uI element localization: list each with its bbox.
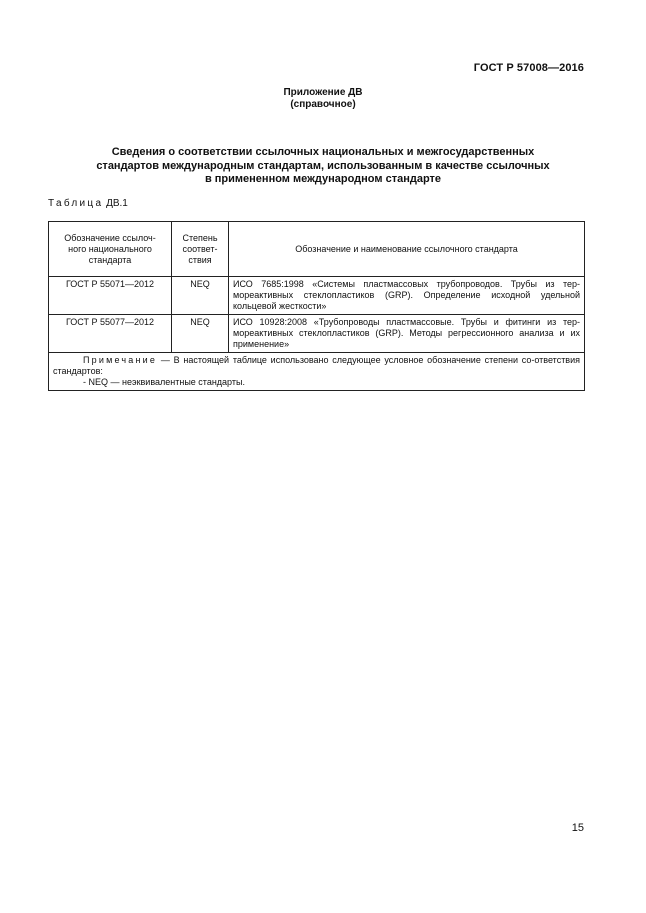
table-row [49,315,585,353]
header-gost-line: стандарта [88,254,132,265]
table-header-row [49,222,585,277]
annex-heading [0,87,646,111]
note-item: - NEQ — неэквивалентные стандарты. [83,377,245,387]
section-title-line: в примененном международном стандарте [204,173,442,185]
annex-title: Приложение ДВ [283,87,363,98]
note-label: Примечание [83,355,158,365]
note-body: — В настоящей таблице использовано следующее условное обозначение степени со-ответствия стандартов: [53,355,580,376]
header-standard: Обозначение и наименование ссылочного стандарта [229,222,585,277]
reference-standards-table [48,221,585,391]
cell-degree: NEQ [172,315,229,353]
header-degree-line: соответ- [182,243,218,254]
table-label-prefix: Таблица [48,198,104,209]
annex-subtitle: (справочное) [290,99,356,110]
header-gost-line: Обозначение ссылоч- [64,232,156,243]
cell-degree: NEQ [172,277,229,315]
table-label [48,198,128,209]
section-title-line: Сведения о соответствии ссылочных национальных и межгосударственных [111,146,535,158]
note-text [53,355,580,377]
header-gost [49,222,172,277]
table-row [49,277,585,315]
header-degree-line: ствия [188,254,212,265]
section-title [70,146,576,187]
cell-gost: ГОСТ Р 55077—2012 [49,315,172,353]
table-note [49,353,585,391]
table-note-row [49,353,585,391]
document-code: ГОСТ Р 57008—2016 [473,62,584,74]
table-label-number: ДВ.1 [103,198,128,209]
cell-gost: ГОСТ Р 55071—2012 [49,277,172,315]
header-gost-line: ного национального [68,243,152,254]
cell-standard: ИСО 10928:2008 «Трубопроводы пластмассовые. Трубы и фитинги из тер-мореактивных стеклопластиков (GRP). Методы регрессионного анализа и их применение» [229,315,585,353]
header-degree-line: Степень [182,232,218,243]
cell-standard: ИСО 7685:1998 «Системы пластмассовых трубопроводов. Трубы из тер-мореактивных стеклопластиков (GRP). Определение исходной удельной кольцевой жесткости» [229,277,585,315]
header-degree [172,222,229,277]
page-number: 15 [571,822,584,834]
section-title-line: стандартов международным стандартам, использованным в качестве ссылочных [96,159,550,172]
